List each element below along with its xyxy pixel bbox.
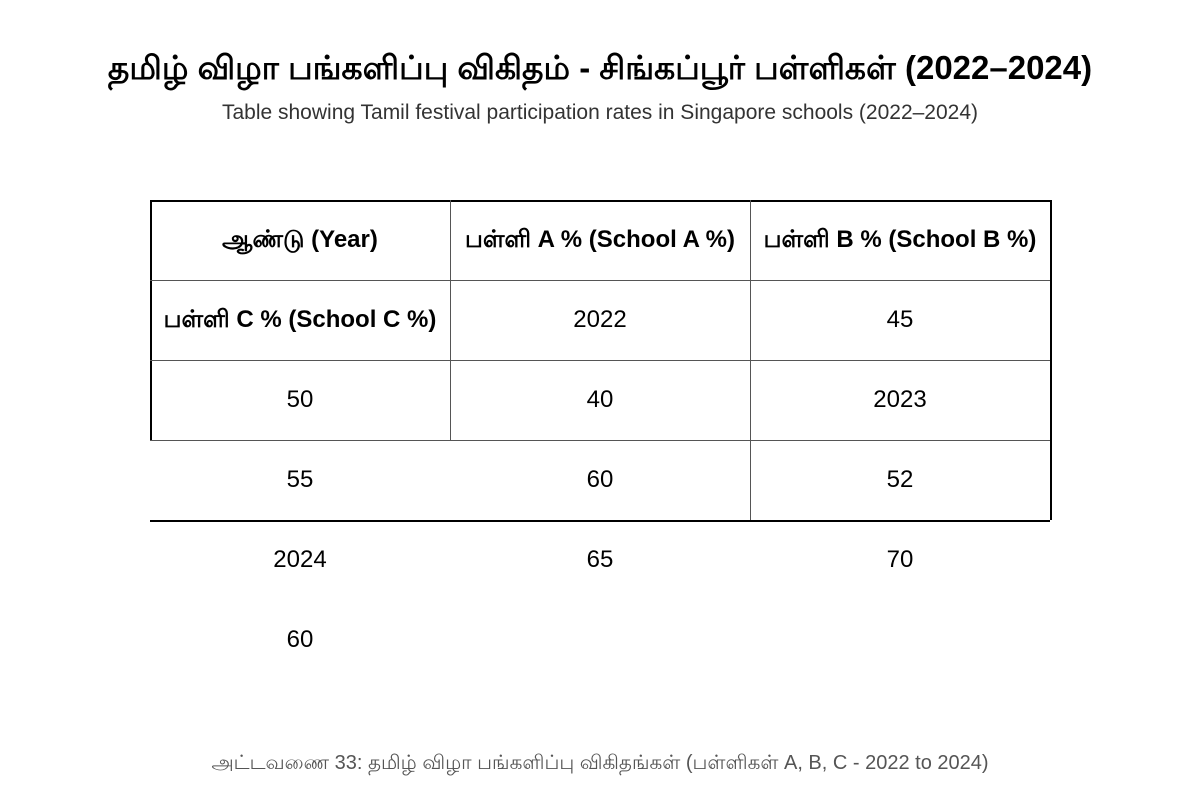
table-border-right (1050, 200, 1052, 520)
table-cell: 2024 (273, 546, 327, 573)
table-caption: அட்டவணை 33: தமிழ் விழா பங்களிப்பு விகிதங்கள் (பள்ளிகள் A, B, C - 2022 to 2024) (211, 752, 989, 774)
table-cell: 2023 (873, 386, 927, 413)
table-cell: 65 (586, 546, 614, 573)
table-header-cell: ஆண்டு (Year) (222, 226, 378, 253)
table-title: தமிழ் விழா பங்களிப்பு விகிதம் - சிங்கப்பூர் பள்ளிகள் (2022–2024) (107, 49, 1093, 86)
table-cell: 60 (286, 626, 314, 653)
table-cell: 40 (586, 386, 614, 413)
table-cell: 70 (886, 546, 914, 573)
table-cell: 2022 (573, 306, 627, 333)
table-cell: 55 (286, 466, 314, 493)
table-cell: 45 (886, 306, 914, 333)
table-header-cell: பள்ளி C % (School C %) (163, 306, 437, 333)
table-header-cell: பள்ளி B % (School B %) (763, 226, 1037, 253)
table-cell: 52 (886, 466, 914, 493)
table-subtitle: Table showing Tamil festival participation rates in Singapore schools (2022–2024) (221, 101, 979, 124)
table-cell: 60 (586, 466, 614, 493)
table-header-cell: பள்ளி A % (School A %) (464, 226, 736, 253)
table-cell: 50 (286, 386, 314, 413)
